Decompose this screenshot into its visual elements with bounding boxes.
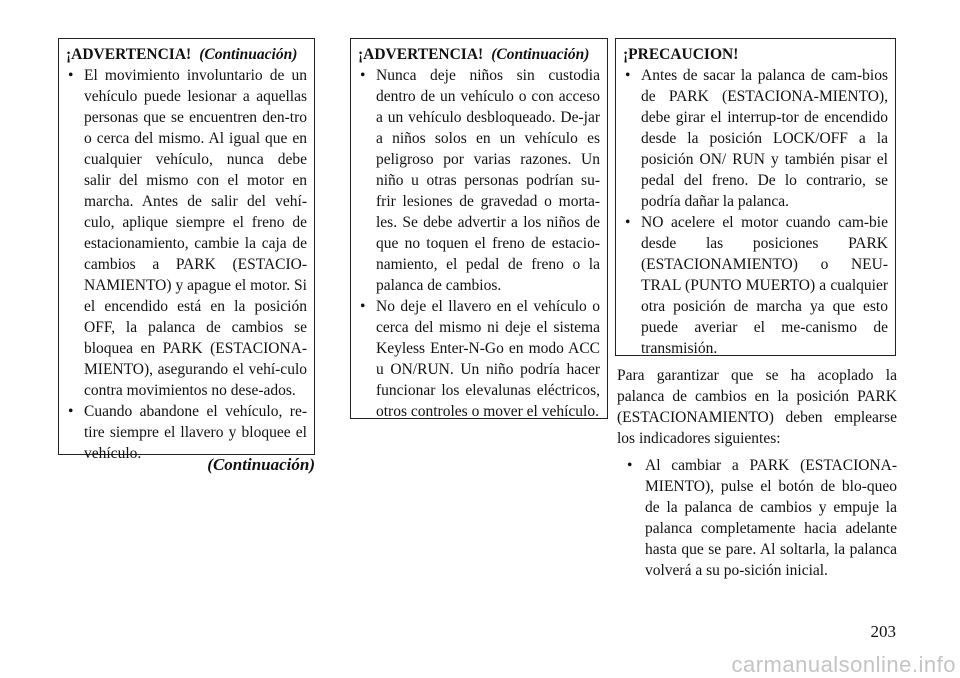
watermark: carmanualsonline.info xyxy=(731,652,956,677)
warning-item: • Cuando abandone el vehículo, re-tire siempre el llavero y bloquee el vehículo. xyxy=(66,401,307,464)
warning-title-suffix: (Continuación) xyxy=(199,46,298,63)
warning-box-2 xyxy=(350,38,608,419)
caution-box xyxy=(615,38,896,356)
continued-label: (Continuación) xyxy=(207,455,315,474)
warning-box-1 xyxy=(58,38,315,462)
caution-title: ¡PRECAUCION! xyxy=(623,46,739,63)
caution-item: • NO acelere el motor cuando cam-bie desde las posiciones PARK (ESTACIONAMIENTO) o NEU-TRAL (PUNTO MUERTO) a cualquier otra posición de marcha ya que esto puede averiar el me-canismo de transmisión. xyxy=(623,212,888,359)
warning-item: • Nunca deje niños sin custodia dentro de un vehículo o con acceso a un vehículo desbloqueado. De-jar a niños solos en un vehículo es peligroso por varias razones. Un niño u otras personas podrían su-frir lesiones de gravedad o morta-les. Se debe advertir a los niños de que no toquen el freno de estacio-namiento, el pedal de freno o la palanca de cambios. xyxy=(358,65,600,296)
list-item: • Al cambiar a PARK (ESTACIONA-MIENTO), pulse el botón de blo-queo de la palanca de cambios y empuje la palanca completamente hacia adelante hasta que se pare. Al soltarla, la palanca volverá a su po-sición inicial. xyxy=(617,455,897,581)
body-paragraph: Para garantizar que se ha acoplado la palanca de cambios en la posición PARK (ESTACIONAMIENTO) deben emplearse los indicadores siguientes: xyxy=(617,367,897,447)
warning-title: ¡ADVERTENCIA! (Continuación) xyxy=(358,46,590,63)
warning-item: • No deje el llavero en el vehículo o cerca del mismo ni deje el sistema Keyless Enter-N-Go en modo ACC u ON/RUN. Un niño podría hacer funcionar los elevalunas eléctricos, otros controles o mover el vehículo. xyxy=(358,296,600,422)
warning-title-suffix: (Continuación) xyxy=(491,46,590,63)
warning-title: ¡ADVERTENCIA! (Continuación) xyxy=(66,46,298,63)
warning-item: • El movimiento involuntario de un vehículo puede lesionar a aquellas personas que se encuentren den-tro o cerca del mismo. Al igual que en cualquier vehículo, nunca debe salir del mismo con el motor en marcha. Antes de salir del vehí-culo, aplique siempre el freno de estacionamiento, cambie la caja de cambios a PARK (ESTACIO-NAMIENTO) y apague el motor. Si el encendido está en la posición OFF, la palanca de cambios se bloquea en PARK (ESTACIONA-MIENTO), asegurando el vehí-culo contra movimientos no dese-ados. xyxy=(66,65,307,401)
body-list xyxy=(617,455,897,581)
page-number: 203 xyxy=(870,622,896,641)
caution-item: • Antes de sacar la palanca de cam-bios de PARK (ESTACIONA-MIENTO), debe girar el interrup-tor de encendido desde la posición LOCK/OFF a la posición ON/ RUN y también pisar el pedal del freno. De lo contrario, se podría dañar la palanca. xyxy=(623,65,888,212)
